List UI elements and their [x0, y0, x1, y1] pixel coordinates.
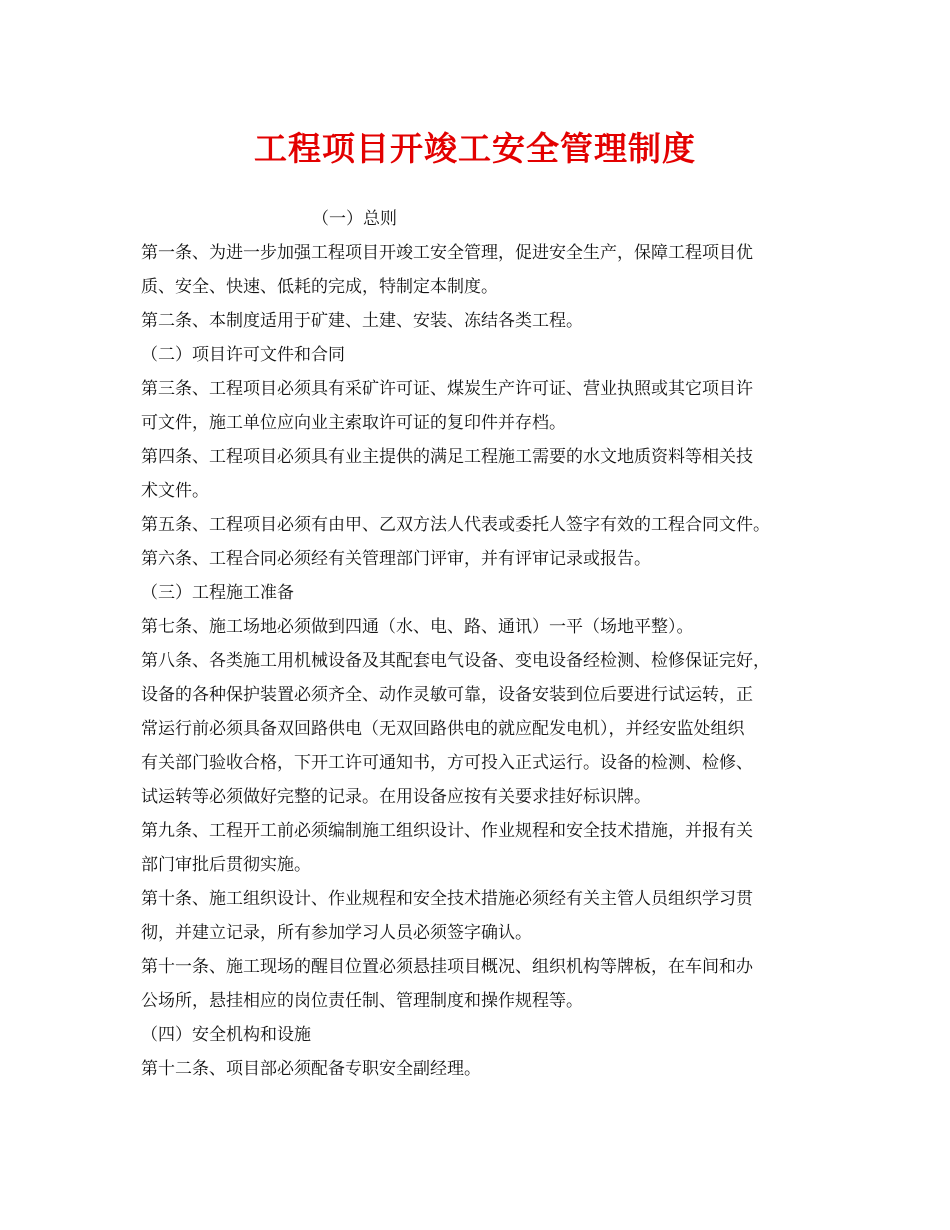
article-4-line-2: 术文件。 [141, 481, 209, 501]
article-1-line-2: 质、安全、快速、低耗的完成，特制定本制度。 [141, 277, 498, 297]
document-title: 工程项目开竣工安全管理制度 [254, 129, 696, 168]
section-heading-safety: （四）安全机构和设施 [141, 1025, 311, 1045]
article-8-line-4: 有关部门验收合格，下开工许可通知书，方可投入正式运行。设备的检测、检修、 [141, 753, 753, 773]
article-7: 第七条、施工场地必须做到四通（水、电、路、通讯）一平（场地平整）。 [141, 617, 694, 637]
article-10-line-1: 第十条、施工组织设计、作业规程和安全技术措施必须经有关主管人员组织学习贯 [141, 889, 753, 909]
article-9-line-1: 第九条、工程开工前必须编制施工组织设计、作业规程和安全技术措施，并报有关 [141, 821, 753, 841]
article-8-line-2: 设备的各种保护装置必须齐全、动作灵敏可靠，设备安装到位后要进行试运转，正 [141, 685, 753, 705]
section-heading-permits: （二）项目许可文件和合同 [141, 345, 345, 365]
article-5: 第五条、工程项目必须有由甲、乙双方法人代表或委托人签字有效的工程合同文件。 [141, 515, 770, 535]
article-11-line-1: 第十一条、施工现场的醒目位置必须悬挂项目概况、组织机构等牌板，在车间和办 [141, 957, 753, 977]
article-4-line-1: 第四条、工程项目必须具有业主提供的满足工程施工需要的水文地质资料等相关技 [141, 447, 753, 467]
article-2: 第二条、本制度适用于矿建、土建、安装、冻结各类工程。 [141, 311, 583, 331]
article-12: 第十二条、项目部必须配备专职安全副经理。 [141, 1059, 481, 1079]
article-10-line-2: 彻，并建立记录，所有参加学习人员必须签字确认。 [141, 923, 532, 943]
article-3-line-1: 第三条、工程项目必须具有采矿许可证、煤炭生产许可证、营业执照或其它项目许 [141, 379, 753, 399]
article-1-line-1: 第一条、为进一步加强工程项目开竣工安全管理，促进安全生产，保障工程项目优 [141, 243, 753, 263]
article-6: 第六条、工程合同必须经有关管理部门评审，并有评审记录或报告。 [141, 549, 651, 569]
article-3-line-2: 可文件，施工单位应向业主索取许可证的复印件并存档。 [141, 413, 566, 433]
section-heading-preparation: （三）工程施工准备 [141, 583, 294, 603]
article-8-line-3: 常运行前必须具备双回路供电（无双回路供电的就应配发电机），并经安监处组织 [141, 719, 745, 739]
article-9-line-2: 部门审批后贯彻实施。 [141, 855, 311, 875]
article-8-line-5: 试运转等必须做好完整的记录。在用设备应按有关要求挂好标识牌。 [141, 787, 651, 807]
document-body [141, 202, 821, 1086]
section-heading-general: （一）总则 [312, 209, 397, 229]
article-8-line-1: 第八条、各类施工用机械设备及其配套电气设备、变电设备经检测、检修保证完好， [141, 651, 770, 671]
article-11-line-2: 公场所，悬挂相应的岗位责任制、管理制度和操作规程等。 [141, 991, 583, 1011]
